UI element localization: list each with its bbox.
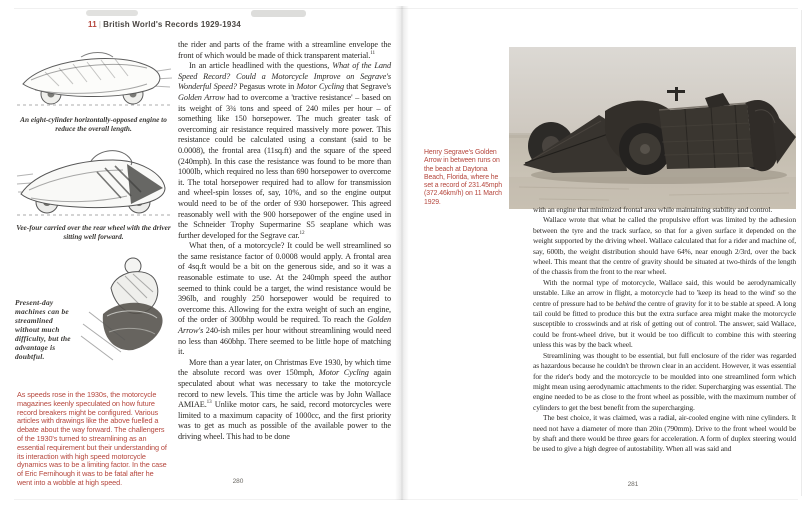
margin-commentary: As speeds rose in the 1930s, the motorcycle magazines keenly speculated on how future record breakers might be configured. Various articles with drawings like the above fuelled a debate about the way forward. The challengers of the 1930's turned to streamlining as an essential requirement but their understanding of its interaction with high speed motorcycle dynamics was to be a limiting factor. In the case of Eric Fernihough it was to be fatal after he went into a wobble at high speed. (17, 390, 167, 487)
figure-caption-2: Vee-four carried over the rear wheel with the driver sitting well forward. (16, 223, 171, 241)
streamlined-motorcycle-sketch-1 (15, 42, 172, 114)
scan-artifact (86, 10, 138, 16)
header-separator: | (98, 20, 102, 29)
chapter-number: 11 (88, 20, 97, 29)
paragraph: In an article headlined with the questions, What of the Land Speed Record? Could a Motorcycle Improve on Segrave's Wonderful Speed? Pegasus wrote in Motor Cycling that Segrave's Golden Arrow had to overcome a 'tractive resistance' – based on its weight of 3¾ tons and speed of 240 miles per hour – of something like 150 horsepower. The much greater task of overcoming air resistance required massively more power. This resistance could be calculated using a constant (said to be 0.0008), the frontal area (11sq.ft) and the square of the speed (240mph). In this case the resistance was found to be more than 1000lb, which required no less than 690 horsepower to overcome it. The total horsepower required had to allow for transmission and wheel-spin losses of, say, 10%, and so the engine output would need to be of the order of 930 horsepower. This agreed reasonably well with the 900 horsepower of the engine used in the Schneider Trophy Supermarine S5 seaplane which was further developed for the Segrave car.$^{12}$ (178, 61, 391, 240)
page-right-edge (801, 10, 802, 496)
paragraph: Streamlining was thought to be essential, but full enclosure of the rider was regarded as hazardous because he couldn't be thrown clear in an accident. However, it was essential for the rider's body and the motorcycle to be moulded into one streamlined form which might mean using aerodynamic attachments to the rider. Supercharging was essential. The engine needed to be as close to the front wheel as possible, with the maximum number of cylinders to get the best benefit from the supercharging. (533, 350, 796, 412)
chapter-header (88, 20, 241, 29)
figure-3-block (15, 252, 173, 382)
streamlined-rider-sketch-3 (79, 252, 173, 364)
right-page-body (533, 205, 796, 455)
paragraph: Wallace wrote that what he called the propulsive effort was limited by the adhesion between the tyre and the track surface, so that for a given surface it depended on the weight supported by the driving wheel. Wallace calculated that for a rider and machine of, say, 600lb, the weight distribution should have 64%, near enough 2/3rd, over the back wheel. This meant that the centre of gravity should be situated at two-thirds of the length of the chassis from the front to the rear wheel. (533, 215, 796, 277)
paragraph: With the normal type of motorcycle, Wallace said, this would be aerodynamically unstable. Like an arrow in flight, a motorcycle had to 'keep its head to the wind' so the centre of pressure had to be behind the centre of gravity for it to be stable at speed. A long tail could be fitted to produce this but the extra surface area might make the motorcycle susceptible to crosswinds and at risk of getting out of control. The answer, said Wallace, could be front-wheel drive, but it would be too difficult to combine this with steering unless this was by the back wheel. (533, 277, 796, 350)
page-gutter (395, 6, 409, 500)
figure-caption-1: An eight-cylinder horizontally-opposed engine to reduce the overall length. (20, 115, 167, 133)
page-number-right: 281 (627, 481, 639, 488)
chapter-title: British World's Records 1929-1934 (103, 20, 241, 29)
paragraph: The best choice, it was claimed, was a radial, air-cooled engine with nine cylinders. It need not have a diameter of more than 20in (790mm). Drive to the front wheel would be by shaft and there would be three gears for acceleration. A form of duplex steering would be used to give a high degree of autostability. When all was said and (533, 413, 796, 454)
figure-caption-3: Present-day machines can be streamlined without much difficulty, but the advantage is doubtful. (15, 298, 71, 361)
paragraph: More than a year later, on Christmas Eve 1930, by which time the absolute record was over 150mph, Motor Cycling again speculated about what was necessary to take the motorcycle record to new levels. This time the article was by John Wallace AMIAE.$^{13}$ Unlike motor cars, he said, record motorcycles were limited to a maximum capacity of 1000cc, and the first priority was to get as much as possible of the available power to the driving wheel. This had to be done (178, 357, 391, 441)
paragraph: What then, of a motorcycle? It could be well streamlined so the same resistance factor of 0.0008 would apply. A frontal area of 4sq.ft would be a bit on the generous side, and so it was a reasonable estimate to use. At the 240mph speed the author seemed to think could be a target, the wind resistance would be 396lb, and roughly 250 horsepower would be required to overcome this. Allowing for the extra weight of such an engine, of the order of 300bhp would be required. To reach the Golden Arrow's 240-ish miles per hour without streamlining would need no less than 460bhp. There seemed to be little hope of matching it. (178, 241, 391, 357)
golden-arrow-photo (509, 47, 796, 209)
streamlined-motorcycle-sketch-2 (15, 146, 172, 222)
scan-artifact (251, 10, 306, 17)
page-number-left: 280 (232, 478, 244, 485)
photo-caption: Henry Segrave's Golden Arrow in between runs on the beach at Daytona Beach, Florida, where he set a record of 231.45mph (372.46km/h) on 11 March 1929. (424, 149, 502, 206)
paragraph: with an engine that minimized frontal area while maintaining stability and control. (533, 205, 773, 214)
paragraph: the rider and parts of the frame with a streamline envelope the front of which would be made of thick transparent material.$^{11}$ (178, 40, 391, 60)
left-page-body (178, 40, 391, 443)
